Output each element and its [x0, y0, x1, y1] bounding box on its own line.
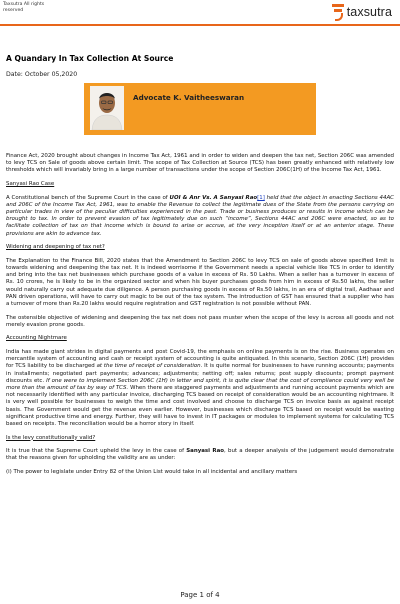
section-heading-widening: Widening and deepening of tax net?: [6, 244, 105, 251]
paragraph: [6, 349, 394, 428]
author-banner: [84, 83, 316, 135]
paragraph-text: It is quite normal for businesses to have running accounts; payments in installments; negotiated part payments; advances; adjustments; netting off; sales returns; post supply discounts; prompt payment discounts etc.: [6, 363, 394, 384]
emphasis-text: If one were to implement Section 206C (1H) in letter and spirit, it is quite clear that the cost of compliance could very well be more than the amount of tax by way of TCS.: [6, 377, 394, 392]
section-heading-sanyasi-rao: Sanyasi Rao Case: [6, 181, 55, 187]
paragraph-text: It is true that the Supreme Court upheld the levy in the case of: [6, 448, 187, 455]
list-item: (i) The power to legislate under Entry 82 of the Union List would take in all incidental and ancillary matters: [6, 469, 298, 476]
paragraph-text: India has made giant strides in digital payments and post Covid-19, the emphasis on online payments is on the rise. Business operates on mercantile system of accounting and cash or receipt system of accounting is quite antiquated. In this scenario, Section 206C (1H) provides for TCS liability to be discharged: [6, 349, 394, 370]
author-name: Advocate K. Vaitheeswaran: [133, 93, 245, 102]
paragraph-text: , but a deeper analysis of the judgement would demonstrate that the reasons given for upholding the validity are as under:: [6, 448, 394, 462]
emphasis-text: at the time of receipt of consideration.: [96, 363, 203, 370]
paragraph: The Explanation to the Finance Bill, 2020 states that the Amendment to Section 206C to levy TCS on sale of goods above specified limit is towards widening and deepening the tax net. It is indeed worrisome if the Government needs a special vehicle like TCS in order to identify and bring into the tax net businesses which purchase goods of a value in excess of Rs. 50 Lakhs. When a seller has a turnover in excess of Rs. 10 crores, he is likely to be in the organized sector and when his buyer purchases goods from him in excess of Rs.50 lakhs, the seller would naturally carry out adequate due diligence. A person purchasing goods in excess of Rs.50 lakhs, in an era of digital trail, Aadhaar and PAN driven operations, will have to carry out magic to be out of the tax system. The introduction of GST has ensured that a supplier who has a turnover of more than Rs.20 lakhs would require registration and GST registration is not possible without PAN.: [6, 257, 394, 308]
article-date: Date: October 05,2020: [6, 71, 78, 78]
header-divider: [0, 24, 400, 26]
logo-text: taxsutra: [346, 5, 392, 19]
page-number: Page 1 of 4: [180, 591, 220, 599]
article-title: A Quandary In Tax Collection At Source: [6, 54, 174, 63]
section-heading-constitutional: Is the levy constitutionally valid?: [6, 434, 96, 441]
taxsutra-logo-icon: [332, 4, 344, 20]
paragraph-text: held that the object in enacting Sections 44AC and 206C of the Income Tax Act, 1961, was to enable the Revenue to collect the legitimate dues of the State from the persons carrying on particular trades in view of the peculiar difficulties experienced in the past. Trade or business produces or results in income which can be brought to tax. In order to prevent evasion of tax legitimately due on such “income”, Sections 44AC and 206C were enacted, so as to facilitate collection of tax on that income which is bound to arise or accrue, at the very inception itself or at an anterior stage. These provisions are akin to advance tax.: [6, 194, 394, 237]
taxsutra-logo[interactable]: [332, 4, 392, 20]
paragraph: Finance Act, 2020 brought about changes in Income Tax Act, 1961 and in order to widen and deepen the tax net, Section 206C was amended to levy TCS on Sale of goods above certain limit. The scope of Tax Collection at Source (TCS) has been greatly enhanced with relatively low thresholds which will invariably bring in a large number of transactions under the scope of Section 206C(1H) of the Income Tax Act, 1961.: [6, 153, 394, 174]
paragraph-text: A Constitutional bench of the Supreme Court in the case of: [6, 194, 170, 201]
author-photo: [90, 86, 124, 130]
paragraph: [6, 195, 394, 238]
paragraph: The ostensible objective of widening and deepening the tax net does not pass muster when the scope of the levy is across all goods and not merely evasion prone goods.: [6, 314, 394, 328]
copyright-notice: Taxsutra All rights reserved: [3, 2, 45, 13]
section-heading-accounting: Accounting Nightmare: [6, 335, 67, 342]
footnote-link[interactable]: [1]: [257, 194, 265, 201]
article-body: [6, 153, 394, 476]
paragraph: [6, 448, 394, 462]
paragraph-text: When there are staggered payments and adjustments and running account payments which are not necessarily identified with any particular invoice, discharging TCS based on receipt of consideration would be an accounting nightmare. It is very well possible for businesses to weigh the time and cost involved and choose to discharge TCS on invoice basis as against receipt basis. The Government would get the revenue even earlier. However, businesses which discharge TCS based on receipt would be wasting significant productive time and energy. Further, they will have to invest in IT packages or modules to implement systems for calculating TCS based on receipts. The reconciliation would be a horror story in itself.: [6, 385, 394, 428]
case-name: UOI & Anr Vs. A Sanyasi Rao: [169, 194, 258, 201]
case-name: Sanyasi Rao: [186, 448, 225, 455]
